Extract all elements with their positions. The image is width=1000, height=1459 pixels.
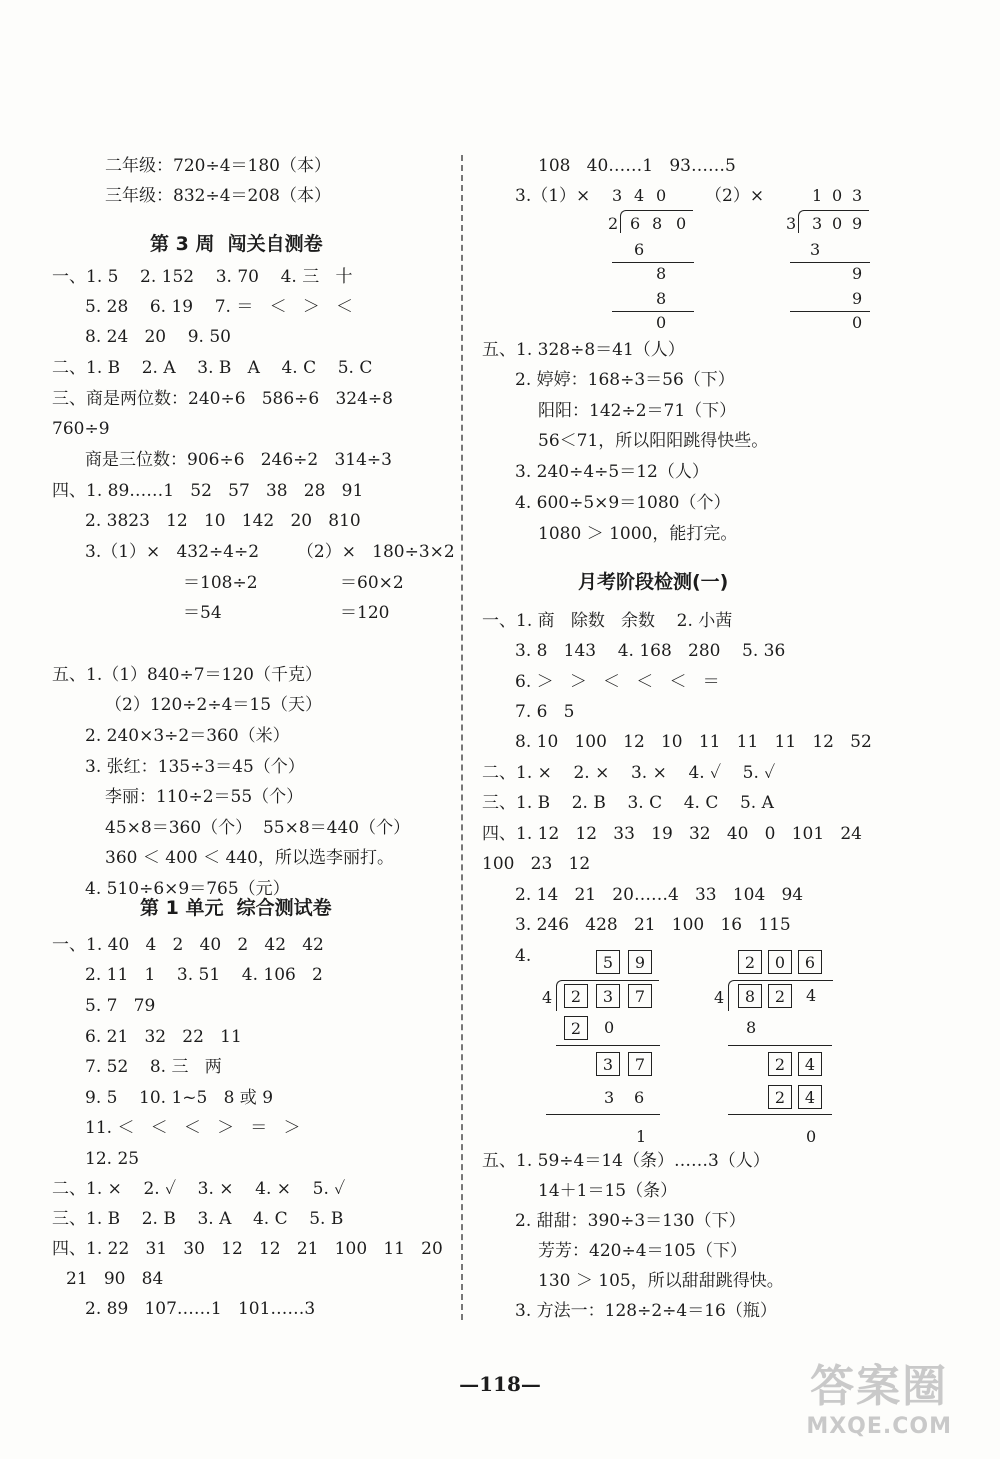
section-title: 月考阶段检测(一) <box>578 571 729 593</box>
answer-line: 四、1. 22 31 30 12 12 21 100 11 20 <box>52 1239 443 1259</box>
dividend-box: 3 <box>596 984 620 1008</box>
answer-line: 5. 7 79 <box>85 996 156 1016</box>
answer-line: 7. 6 5 <box>515 702 575 722</box>
quotient-digit: 4 <box>634 186 645 205</box>
quotient-digit: 1 <box>812 186 823 205</box>
step-box: 3 <box>596 1052 620 1076</box>
answer-line: 7. 52 8. 三 两 <box>85 1057 222 1077</box>
step-digit: 8 <box>656 289 667 308</box>
page-number: —118— <box>459 1372 541 1396</box>
answer-line: 四、1. 89……1 52 57 38 28 91 <box>52 481 364 501</box>
answer-line: 4. 600÷5×9＝1080（个） <box>515 493 731 513</box>
rule <box>790 262 870 263</box>
answer-line: 3.（1）× 432÷4÷2 （2）× 180÷3×2 <box>85 542 455 562</box>
step-digit: 0 <box>604 1018 615 1037</box>
dividend-box: 8 <box>738 984 762 1008</box>
answer-line: 56＜71，所以阳阳跳得快些。 <box>538 431 769 451</box>
rule <box>728 1114 832 1115</box>
answer-line: 一、1. 40 4 2 40 2 42 42 <box>52 935 324 955</box>
quotient-box: 5 <box>596 950 620 974</box>
answer-line: 三、商是两位数：240÷6 586÷6 324÷8 <box>52 389 393 409</box>
watermark-url: MXQE.COM <box>806 1414 952 1439</box>
answer-line: 8. 10 100 12 10 11 11 11 12 52 <box>515 732 872 752</box>
answer-line: ＝108÷2 <box>183 573 258 593</box>
step-box: 2 <box>564 1016 588 1040</box>
answer-line: （2）120÷2÷4＝15（天） <box>105 695 323 715</box>
dividend-digit: 6 <box>630 214 641 233</box>
answer-line: 4. <box>515 946 532 966</box>
answer-line: 2. 240×3÷2＝360（米） <box>85 726 290 746</box>
answer-line: 130 ＞ 105，所以甜甜跳得快。 <box>538 1271 784 1291</box>
watermark-title: 答案圈 <box>810 1361 949 1412</box>
dividend-digit: 0 <box>832 214 843 233</box>
answer-line: 11. ＜ ＜ ＜ ＞ ＝ ＞ <box>85 1118 301 1138</box>
answer-line: 2. 89 107……1 101……3 <box>85 1299 316 1319</box>
answer-line: 4. 510÷6×9＝765（元） <box>85 879 290 899</box>
dividend-digit: 0 <box>676 214 687 233</box>
dividend-digit: 4 <box>806 986 817 1005</box>
answer-line: 2. 甜甜：390÷3＝130（下） <box>515 1211 746 1231</box>
answer-line: 3.（1）× <box>515 186 591 206</box>
dividend-digit: 8 <box>652 214 663 233</box>
answer-line: ＝120 <box>340 603 390 623</box>
step-box: 4 <box>798 1052 822 1076</box>
quotient-box: 0 <box>768 950 792 974</box>
step-digit: 3 <box>604 1088 615 1107</box>
answer-line: 3. 246 428 21 100 16 115 <box>515 915 791 935</box>
remainder: 1 <box>636 1127 647 1146</box>
answer-line: 四、1. 12 12 33 19 32 40 0 101 24 <box>482 824 863 844</box>
quotient-digit: 0 <box>832 186 843 205</box>
answer-line: 108 40……1 93……5 <box>538 156 736 176</box>
quotient-digit: 3 <box>612 186 623 205</box>
step-box: 2 <box>768 1052 792 1076</box>
answer-line: 100 23 12 <box>482 854 591 874</box>
answer-line: 9. 5 10. 1~5 8 或 9 <box>85 1088 274 1108</box>
divisor: 3 <box>786 214 797 233</box>
answer-line: 五、1. 59÷4＝14（条）……3（人） <box>482 1151 770 1171</box>
answer-line: 760÷9 <box>52 419 110 439</box>
answer-line: 12. 25 <box>85 1149 140 1169</box>
answer-line: 五、1.（1）840÷7＝120（千克） <box>52 665 322 685</box>
answer-line: 5. 28 6. 19 7. ＝ ＜ ＞ ＜ <box>85 297 353 317</box>
answer-line: 二、1. × 2. × 3. × 4. ✓ 5. ✓ <box>482 763 776 783</box>
divisor: 4 <box>714 988 725 1007</box>
answer-line: 李丽：110÷2＝55（个） <box>105 787 304 807</box>
answer-line: 360 ＜ 400 ＜ 440，所以选李丽打。 <box>105 848 394 868</box>
answer-line: 1080 ＞ 1000，能打完。 <box>538 524 738 544</box>
answer-line: ＝60×2 <box>340 573 404 593</box>
rule <box>612 311 694 312</box>
answer-line: 2. 3823 12 10 142 20 810 <box>85 511 361 531</box>
answer-line: 三、1. B 2. B 3. C 4. C 5. A <box>482 793 774 813</box>
divisor: 2 <box>608 214 619 233</box>
answer-line: 8. 24 20 9. 50 <box>85 327 231 347</box>
answer-line: 商是三位数：906÷6 246÷2 314÷3 <box>85 450 392 470</box>
step-digit: 6 <box>634 240 645 259</box>
step-digit: 9 <box>852 264 863 283</box>
answer-line: 三、1. B 2. B 3. A 4. C 5. B <box>52 1209 344 1229</box>
answer-line: 2. 婷婷：168÷3＝56（下） <box>515 370 735 390</box>
rule <box>556 1045 660 1046</box>
answer-line: 阳阳：142÷2＝71（下） <box>538 401 737 421</box>
step-digit: 3 <box>810 240 821 259</box>
dividend-digit: 3 <box>812 214 823 233</box>
rule <box>612 262 694 263</box>
quotient-box: 6 <box>798 950 822 974</box>
answer-line: 6. ＞ ＞ ＜ ＜ ＜ ＝ <box>515 672 720 692</box>
rule <box>546 1114 660 1115</box>
step-box: 2 <box>768 1085 792 1109</box>
answer-line: 3. 240÷4÷5＝12（人） <box>515 462 709 482</box>
remainder: 0 <box>852 313 863 332</box>
column-divider <box>461 155 463 1320</box>
step-digit: 9 <box>852 289 863 308</box>
answer-line: 2. 14 21 20……4 33 104 94 <box>515 885 804 905</box>
answer-line: 2. 11 1 3. 51 4. 106 2 <box>85 965 323 985</box>
dividend-box: 7 <box>628 984 652 1008</box>
answer-line: 二、1. B 2. A 3. B A 4. C 5. C <box>52 358 373 378</box>
answer-line: 3. 张红：135÷3＝45（个） <box>85 757 305 777</box>
answer-line: （2）× <box>705 186 765 206</box>
dividend-digit: 9 <box>852 214 863 233</box>
rule <box>790 311 870 312</box>
dividend-box: 2 <box>768 984 792 1008</box>
rule <box>728 1045 832 1046</box>
quotient-digit: 0 <box>656 186 667 205</box>
divisor: 4 <box>542 988 553 1007</box>
answer-line: 21 90 84 <box>66 1269 164 1289</box>
step-digit: 8 <box>656 264 667 283</box>
section-title: 第 1 单元 综合测试卷 <box>140 897 332 919</box>
answer-line: 3. 方法一：128÷2÷4＝16（瓶） <box>515 1301 777 1321</box>
answer-line: 三年级：832÷4＝208（本） <box>105 186 331 206</box>
answer-line: 3. 8 143 4. 168 280 5. 36 <box>515 641 786 661</box>
dividend-box: 2 <box>564 984 588 1008</box>
quotient-digit: 3 <box>852 186 863 205</box>
watermark-logo <box>806 1350 952 1439</box>
quotient-box: 9 <box>628 950 652 974</box>
step-digit: 6 <box>634 1088 645 1107</box>
remainder: 0 <box>806 1127 817 1146</box>
answer-line: ＝54 <box>183 603 222 623</box>
answer-line: 五、1. 328÷8＝41（人） <box>482 340 685 360</box>
remainder: 0 <box>656 313 667 332</box>
answer-line: 14＋1＝15（条） <box>538 1181 678 1201</box>
section-title: 第 3 周 闯关自测卷 <box>150 233 323 255</box>
quotient-box: 2 <box>738 950 762 974</box>
answer-line: 6. 21 32 22 11 <box>85 1027 242 1047</box>
answer-line: 二年级：720÷4＝180（本） <box>105 156 331 176</box>
answer-line: 一、1. 5 2. 152 3. 70 4. 三 十 <box>52 267 353 287</box>
answer-line: 芳芳：420÷4＝105（下） <box>538 1241 747 1261</box>
answer-line: 一、1. 商 除数 余数 2. 小茜 <box>482 611 733 631</box>
answer-line: 二、1. × 2. ✓ 3. × 4. × 5. ✓ <box>52 1179 346 1199</box>
step-box: 4 <box>798 1085 822 1109</box>
step-digit: 8 <box>746 1018 757 1037</box>
answer-line: 45×8＝360（个） 55×8＝440（个） <box>105 818 411 838</box>
step-box: 7 <box>628 1052 652 1076</box>
